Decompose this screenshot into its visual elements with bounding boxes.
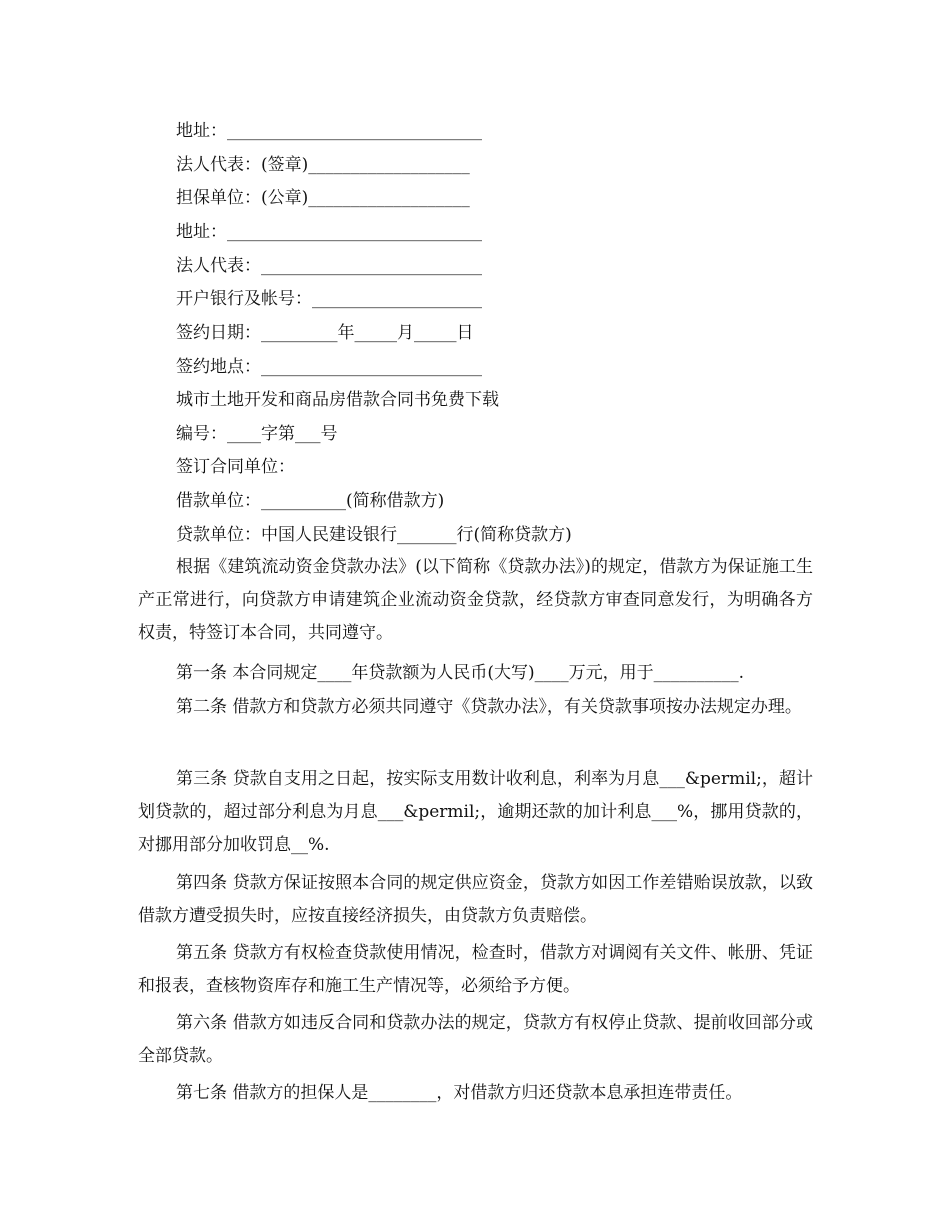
guarantor-address-line: 地址：______________________________	[176, 222, 482, 242]
article-7-paragraph: 第七条 借款方的担保人是________，对借款方归还贷款本息承担连带责任。	[176, 1083, 743, 1103]
lender-line: 贷款单位：中国人民建设银行_______行(简称贷款方)	[176, 525, 572, 545]
borrower-line: 借款单位：__________(简称借款方)	[176, 491, 445, 511]
article-2-paragraph: 第二条 借款方和贷款方必须共同遵守《贷款办法》，有关贷款事项按办法规定办理。	[176, 697, 802, 717]
article-4-paragraph: 第四条 贷款方保证按照本合同的规定供应资金，贷款方如因工作差错贻误放款，以致借款方遭受损失时，应按直接经济损失，由贷款方负责赔偿。	[138, 873, 813, 926]
guarantor-legal-rep-line: 法人代表：__________________________	[176, 256, 482, 276]
signing-date-line: 签约日期：_________年_____月_____日	[176, 323, 474, 343]
signing-place-line: 签约地点：__________________________	[176, 357, 482, 377]
preamble-paragraph: 根据《建筑流动资金贷款办法》(以下简称《贷款办法》)的规定，借款方为保证施工生产正常进行，向贷款方申请建筑企业流动资金贷款，经贷款方审查同意发行，为明确各方权责，特签订本合同，共同遵守。	[138, 557, 813, 643]
guarantor-unit-line: 担保单位：(公章)___________________	[176, 188, 470, 208]
legal-rep-signature-line: 法人代表：(签章)___________________	[176, 155, 470, 175]
article-3-paragraph: 第三条 贷款自支用之日起，按实际支用数计收利息，利率为月息___&permil;，超计划贷款的，超过部分利息为月息___&permil;，逾期还款的加计利息___%，挪用贷款的，对挪用部分加收罚息__%.	[138, 769, 813, 855]
bank-account-line: 开户银行及帐号：____________________	[176, 289, 482, 309]
article-5-paragraph: 第五条 贷款方有权检查贷款使用情况，检查时，借款方对调阅有关文件、帐册、凭证和报表，查核物资库存和施工生产情况等，必须给予方便。	[138, 943, 813, 996]
contract-number-line: 编号：____字第___号	[176, 424, 338, 444]
contract-title: 城市土地开发和商品房借款合同书免费下载	[176, 390, 499, 410]
article-1-paragraph: 第一条 本合同规定____年贷款额为人民币(大写)____万元，用于__________.	[176, 663, 745, 683]
article-6-paragraph: 第六条 借款方如违反合同和贷款办法的规定，贷款方有权停止贷款、提前收回部分或全部贷款。	[138, 1013, 813, 1066]
contracting-parties-heading: 签订合同单位：	[176, 457, 295, 477]
party-address-line: 地址：______________________________	[176, 121, 482, 141]
